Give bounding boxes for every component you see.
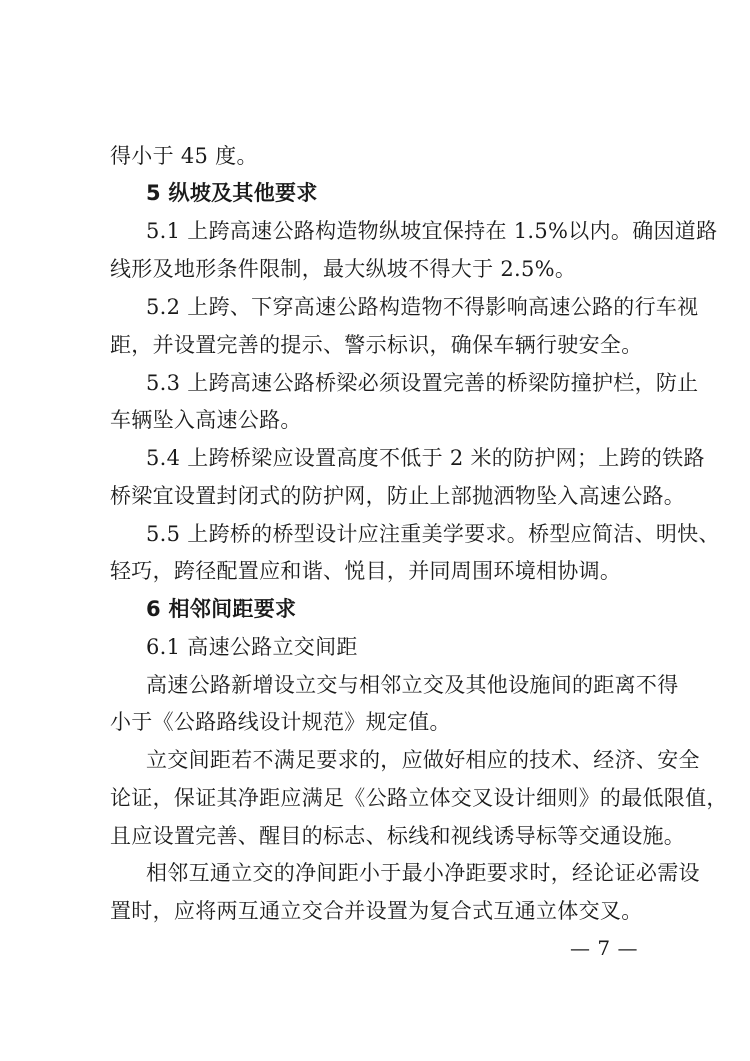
text-line: 5.5 上跨桥的桥型设计应注重美学要求。桥型应简洁、明快、 [146, 522, 720, 546]
section-heading: 5 纵坡及其他要求 [146, 181, 318, 205]
text-line: 距，并设置完善的提示、警示标识，确保车辆行驶安全。 [110, 333, 643, 357]
text-line: 小于《公路路线设计规范》规定值。 [110, 710, 451, 734]
text-line: 5.3 上跨高速公路桥梁必须设置完善的桥梁防撞护栏，防止 [146, 371, 699, 395]
text-line: 得小于 45 度。 [110, 144, 258, 168]
text-line: 轻巧，跨径配置应和谐、悦目，并同周围环境相协调。 [110, 559, 622, 583]
text-line: 线形及地形条件限制，最大纵坡不得大于 2.5%。 [110, 257, 577, 281]
text-line: 高速公路新增设立交与相邻立交及其他设施间的距离不得 [146, 673, 679, 697]
text-line: 桥梁宜设置封闭式的防护网，防止上部抛洒物坠入高速公路。 [110, 484, 686, 508]
text-line: 置时，应将两互通立交合并设置为复合式互通立体交叉。 [110, 899, 643, 923]
text-line: 5.1 上跨高速公路构造物纵坡宜保持在 1.5%以内。确因道路 [146, 219, 718, 243]
text-line: 立交间距若不满足要求的，应做好相应的技术、经济、安全 [146, 748, 700, 772]
text-line: 车辆坠入高速公路。 [110, 408, 302, 432]
text-line: 论证，保证其净距应满足《公路立体交叉设计细则》的最低限值， [110, 786, 728, 810]
subsection-heading: 6.1 高速公路立交间距 [146, 635, 358, 659]
page-number: — 7 — [570, 936, 638, 960]
text-line: 且应设置完善、醒目的标志、标线和视线诱导标等交通设施。 [110, 824, 686, 848]
text-line: 5.4 上跨桥梁应设置高度不低于 2 米的防护网；上跨的铁路 [146, 446, 705, 470]
text-line: 5.2 上跨、下穿高速公路构造物不得影响高速公路的行车视 [146, 295, 699, 319]
section-heading: 6 相邻间距要求 [146, 597, 297, 621]
text-line: 相邻互通立交的净间距小于最小净距要求时，经论证必需设 [146, 861, 700, 885]
